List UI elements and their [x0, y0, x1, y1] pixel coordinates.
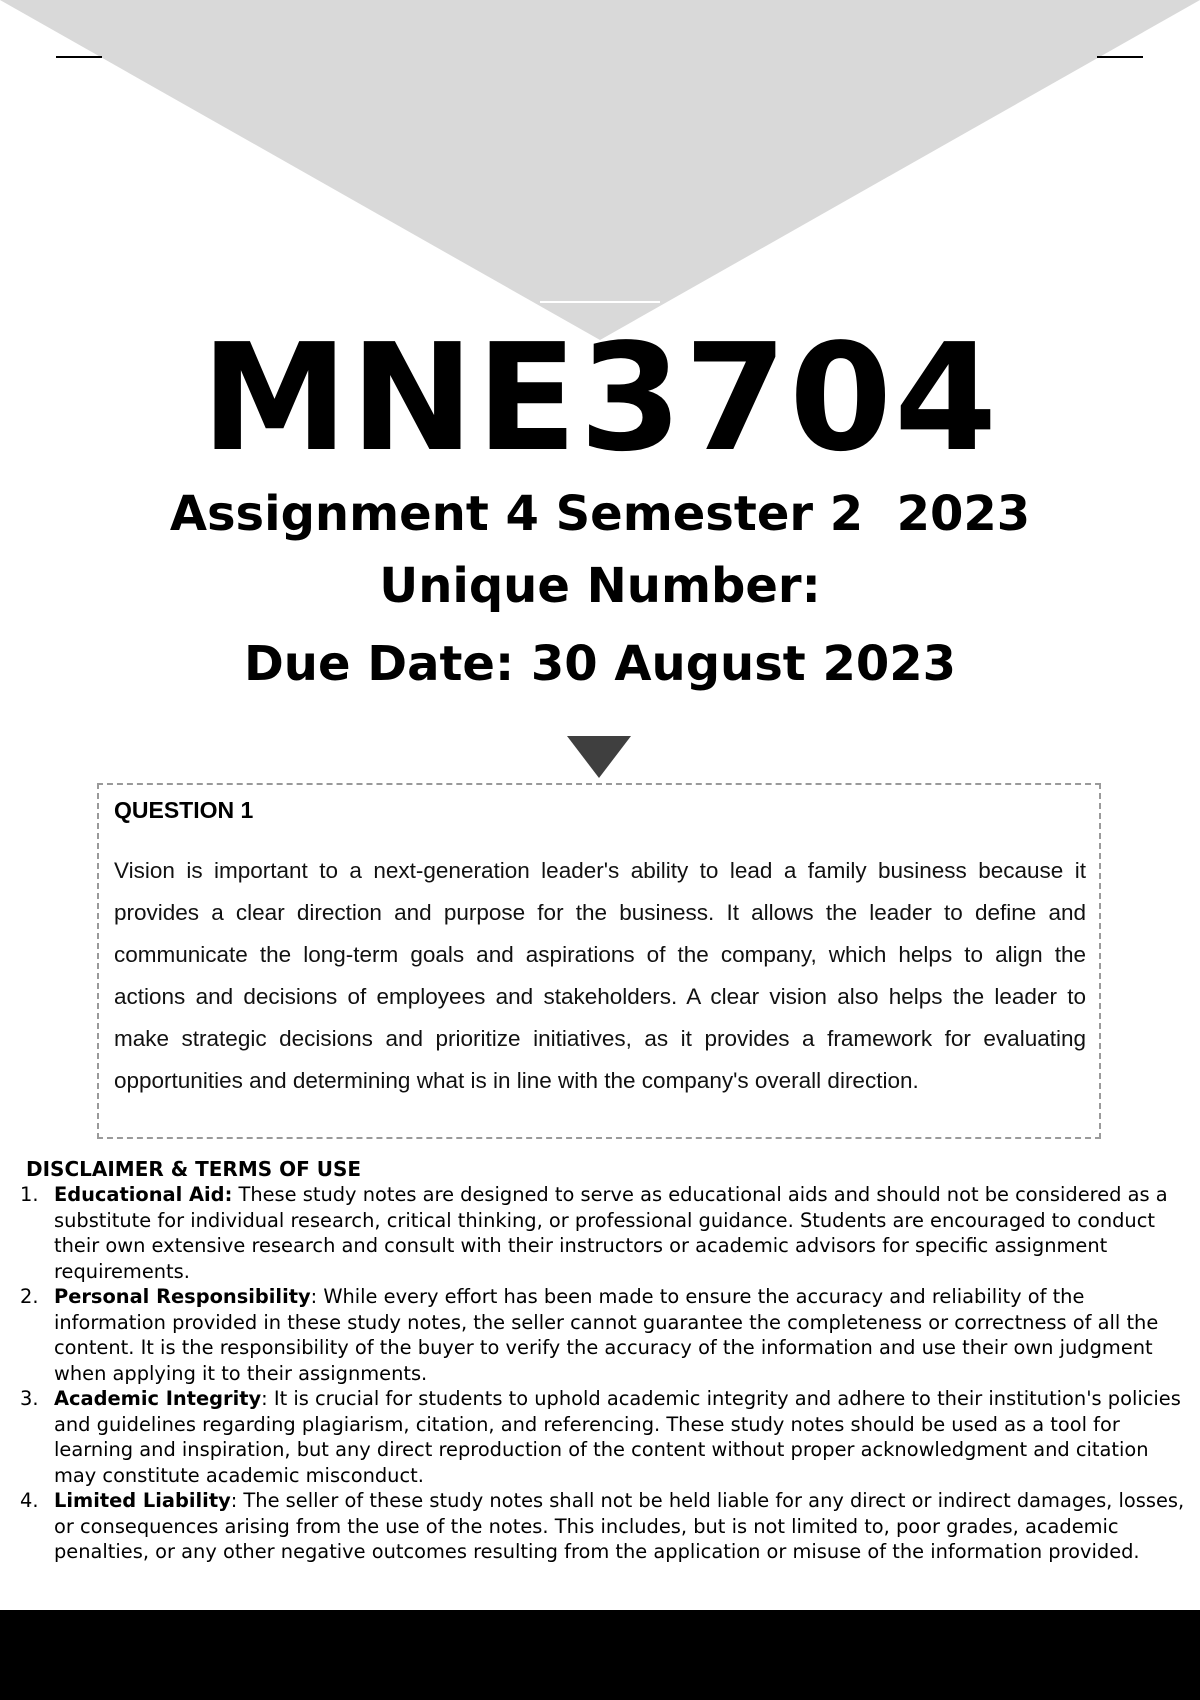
disclaimer-item-personal-responsibility [0, 1284, 1200, 1386]
disclaimer-item-text: : It is crucial for students to uphold academic integrity and adhere to their institution's policies and guidelines regarding plagiarism, citation, and referencing. These study notes should be used as a tool for learning and inspiration, but any direct reproduction of the content without proper acknowledgment and citation may constitute academic misconduct. [54, 1387, 1181, 1487]
disclaimer-item-limited-liability [0, 1488, 1200, 1565]
disclaimer-item-title: Limited Liability [54, 1489, 231, 1512]
course-code-title: MNE3704 [200, 312, 1000, 484]
disclaimer-item-title: Personal Responsibility [54, 1285, 311, 1308]
question-answer-text: Vision is important to a next-generation leader's ability to lead a family business because it provides a clear direction and purpose for the business. It allows the leader to define and communicate the long-term goals and aspirations of the company, which helps to align the actions and decisions of employees and stakeholders. A clear vision also helps the leader to make strategic decisions and prioritize initiatives, as it provides a framework for evaluating opportunities and determining what is in line with the company's overall direction. [114, 858, 1086, 1093]
list-number: 3. [20, 1387, 39, 1410]
disclaimer-item-text: These study notes are designed to serve as educational aids and should not be considered as a substitute for individual research, critical thinking, or professional guidance. Students are encouraged to conduct their own extensive research and consult with their instructors or academic advisors for specific assignment requirements. [54, 1183, 1168, 1283]
disclaimer-list [0, 1182, 1200, 1565]
list-number: 1. [20, 1183, 39, 1206]
disclaimer-item-title: Educational Aid: [54, 1183, 233, 1206]
top-chevron-graphic [0, 0, 1200, 340]
corner-mark-left [56, 56, 102, 58]
list-number: 2. [20, 1285, 39, 1308]
footer-bar [0, 1610, 1200, 1700]
disclaimer-item-text: : The seller of these study notes shall not be held liable for any direct or indirect damages, losses, or consequences arising from the use of the notes. This includes, but is not limited to, poor grades, academic penalties, or any other negative outcomes resulting from the application or misuse of the information provided. [54, 1489, 1185, 1563]
question-preview-box [97, 783, 1101, 1139]
disclaimer-item-title: Academic Integrity [54, 1387, 262, 1410]
disclaimer-item-academic-integrity [0, 1386, 1200, 1488]
question-title: QUESTION 1 [114, 797, 254, 823]
list-number: 4. [20, 1489, 39, 1512]
disclaimer-item-text: : While every effort has been made to ensure the accuracy and reliability of the information provided in these study notes, the seller cannot guarantee the completeness or correctness of all the content. It is the responsibility of the buyer to verify the accuracy of the information and use their own judgment when applying it to their assignments. [54, 1285, 1159, 1385]
corner-mark-right [1097, 56, 1143, 58]
disclaimer-item-educational-aid [0, 1182, 1200, 1284]
disclaimer-heading: DISCLAIMER & TERMS OF USE [26, 1157, 362, 1181]
assignment-subtitle: Assignment 4 Semester 2 2023 [169, 486, 1031, 542]
due-date: Due Date: 30 August 2023 [243, 636, 957, 692]
down-arrow-icon [567, 736, 631, 778]
unique-number-label: Unique Number: [379, 558, 821, 614]
